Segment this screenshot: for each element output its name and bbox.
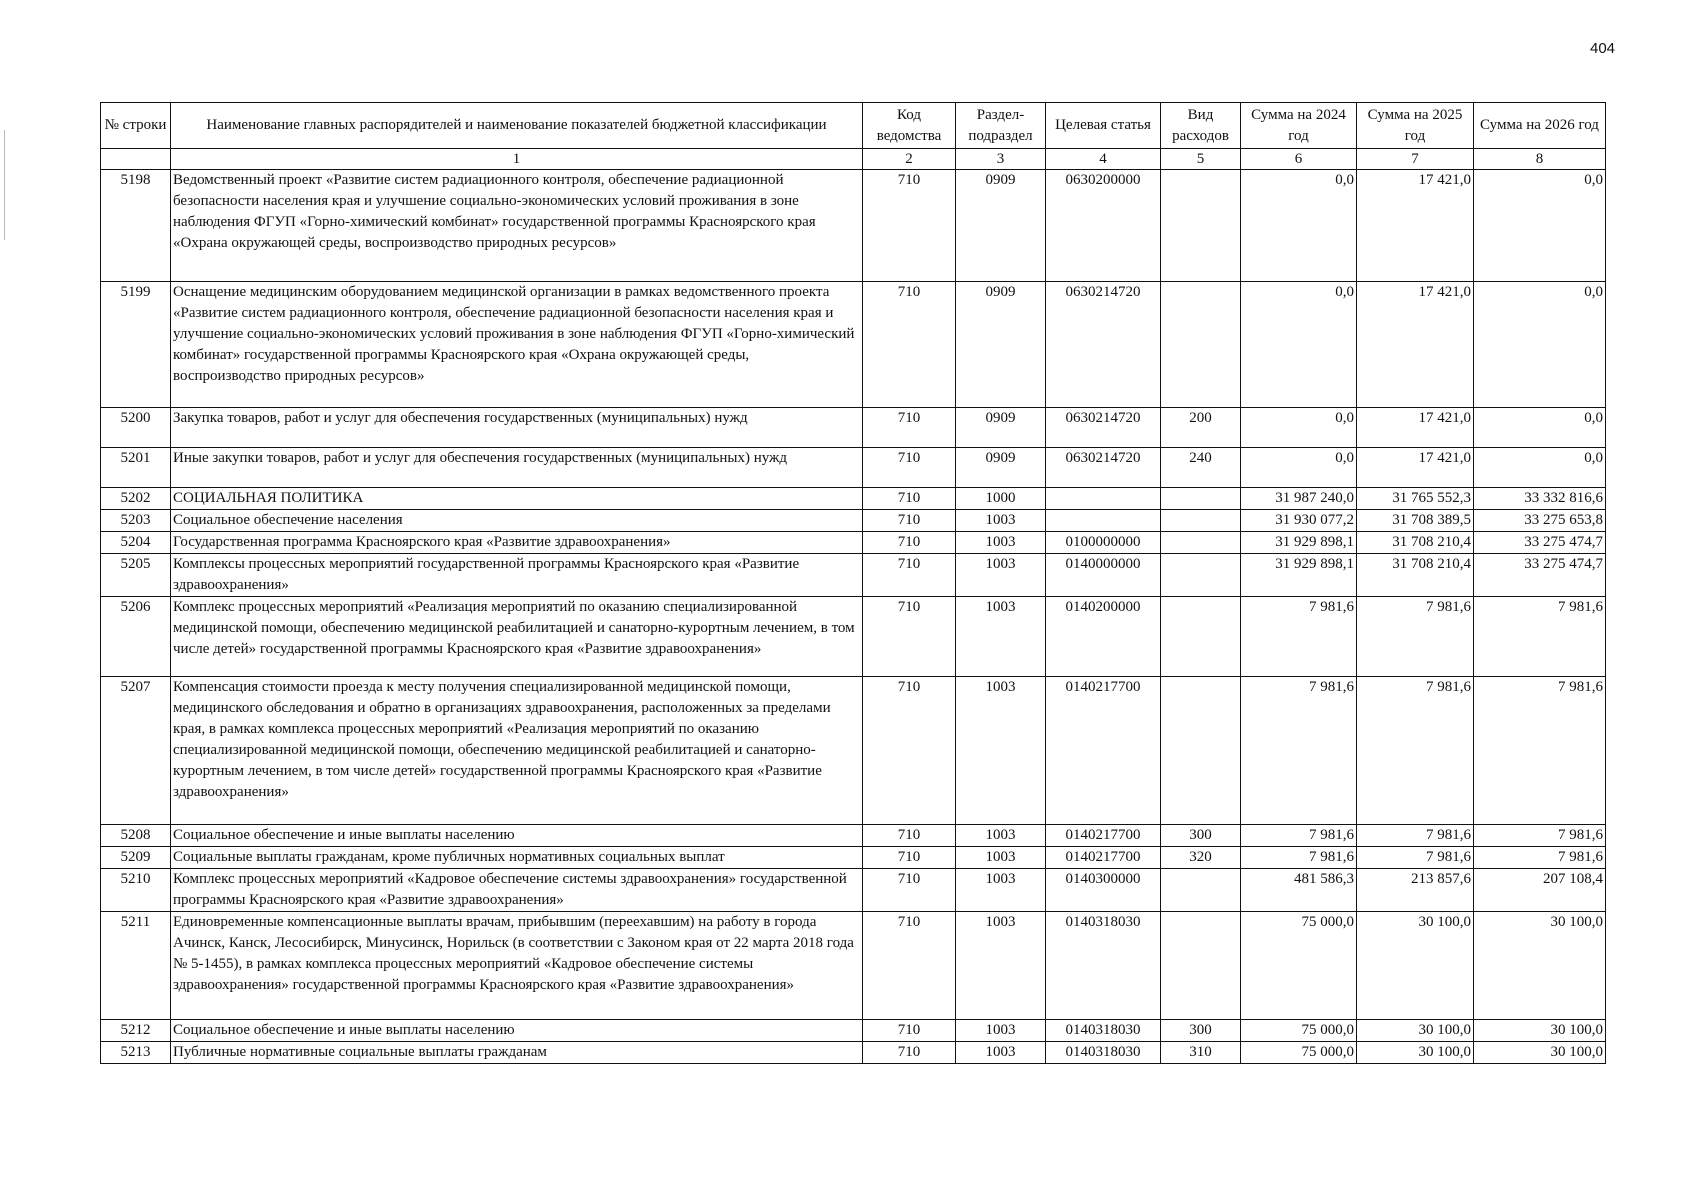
expense-type-code bbox=[1161, 554, 1241, 597]
target-code: 0140000000 bbox=[1046, 554, 1161, 597]
expense-type-code bbox=[1161, 170, 1241, 282]
row-number: 5212 bbox=[101, 1020, 171, 1042]
expense-type-code bbox=[1161, 532, 1241, 554]
table-body bbox=[101, 170, 1606, 1064]
dept-code: 710 bbox=[863, 408, 956, 448]
sum-2026: 7 981,6 bbox=[1474, 825, 1606, 847]
dept-code: 710 bbox=[863, 448, 956, 488]
row-name: Социальное обеспечение и иные выплаты населению bbox=[171, 825, 863, 847]
dept-code: 710 bbox=[863, 597, 956, 677]
column-number bbox=[101, 149, 171, 170]
sum-2025: 17 421,0 bbox=[1357, 170, 1474, 282]
dept-code: 710 bbox=[863, 825, 956, 847]
section-code: 1003 bbox=[956, 869, 1046, 912]
expense-type-code bbox=[1161, 282, 1241, 408]
target-code: 0630214720 bbox=[1046, 448, 1161, 488]
sum-2026: 33 275 474,7 bbox=[1474, 532, 1606, 554]
sum-2024: 75 000,0 bbox=[1241, 912, 1357, 1020]
section-code: 1003 bbox=[956, 597, 1046, 677]
row-name: Социальные выплаты гражданам, кроме публичных нормативных социальных выплат bbox=[171, 847, 863, 869]
header-target: Целевая статья bbox=[1046, 103, 1161, 149]
row-number: 5203 bbox=[101, 510, 171, 532]
section-code: 1003 bbox=[956, 554, 1046, 597]
table-row bbox=[101, 825, 1606, 847]
sum-2026: 30 100,0 bbox=[1474, 912, 1606, 1020]
table-row bbox=[101, 282, 1606, 408]
row-number: 5198 bbox=[101, 170, 171, 282]
header-row bbox=[101, 103, 1606, 149]
sum-2025: 30 100,0 bbox=[1357, 1020, 1474, 1042]
expense-type-code bbox=[1161, 597, 1241, 677]
row-number: 5205 bbox=[101, 554, 171, 597]
sum-2024: 31 929 898,1 bbox=[1241, 532, 1357, 554]
sum-2025: 7 981,6 bbox=[1357, 597, 1474, 677]
table-row bbox=[101, 869, 1606, 912]
row-number: 5208 bbox=[101, 825, 171, 847]
expense-type-code bbox=[1161, 510, 1241, 532]
column-number: 7 bbox=[1357, 149, 1474, 170]
sum-2025: 31 708 210,4 bbox=[1357, 532, 1474, 554]
dept-code: 710 bbox=[863, 554, 956, 597]
row-number: 5207 bbox=[101, 677, 171, 825]
expense-type-code bbox=[1161, 869, 1241, 912]
target-code: 0140200000 bbox=[1046, 597, 1161, 677]
section-code: 1000 bbox=[956, 488, 1046, 510]
sum-2024: 481 586,3 bbox=[1241, 869, 1357, 912]
expense-type-code: 310 bbox=[1161, 1042, 1241, 1064]
budget-table bbox=[100, 102, 1606, 1064]
dept-code: 710 bbox=[863, 510, 956, 532]
sum-2026: 33 275 653,8 bbox=[1474, 510, 1606, 532]
dept-code: 710 bbox=[863, 677, 956, 825]
sum-2024: 31 929 898,1 bbox=[1241, 554, 1357, 597]
section-code: 1003 bbox=[956, 532, 1046, 554]
row-name: Социальное обеспечение и иные выплаты населению bbox=[171, 1020, 863, 1042]
row-number: 5210 bbox=[101, 869, 171, 912]
row-number: 5199 bbox=[101, 282, 171, 408]
row-number: 5213 bbox=[101, 1042, 171, 1064]
expense-type-code: 300 bbox=[1161, 1020, 1241, 1042]
row-name: Иные закупки товаров, работ и услуг для обеспечения государственных (муниципальных) нужд bbox=[171, 448, 863, 488]
expense-type-code: 240 bbox=[1161, 448, 1241, 488]
row-name: Комплекс процессных мероприятий «Кадровое обеспечение системы здравоохранения» государственной программы Красноярского края «Развитие здравоохранения» bbox=[171, 869, 863, 912]
sum-2025: 213 857,6 bbox=[1357, 869, 1474, 912]
table-row bbox=[101, 912, 1606, 1020]
row-name: Социальное обеспечение населения bbox=[171, 510, 863, 532]
column-number: 4 bbox=[1046, 149, 1161, 170]
sum-2025: 7 981,6 bbox=[1357, 677, 1474, 825]
sum-2026: 7 981,6 bbox=[1474, 847, 1606, 869]
table-row bbox=[101, 488, 1606, 510]
table-row bbox=[101, 510, 1606, 532]
sum-2024: 0,0 bbox=[1241, 282, 1357, 408]
row-name: Компенсация стоимости проезда к месту получения специализированной медицинской помощи, медицинского обследования и обратно в организациях здравоохранения, расположенных за пределами края, в рамках комплекса процессных мероприятий «Реализация мероприятий по оказанию специализированной медицинской помощи, обеспечению медицинской реабилитацией и санаторно-курортным лечением, в том числе детей» государственной программы Красноярского края «Развитие здравоохранения» bbox=[171, 677, 863, 825]
header-row-no: № строки bbox=[101, 103, 171, 149]
sum-2026: 207 108,4 bbox=[1474, 869, 1606, 912]
sum-2025: 31 765 552,3 bbox=[1357, 488, 1474, 510]
row-name: Комплексы процессных мероприятий государственной программы Красноярского края «Развитие здравоохранения» bbox=[171, 554, 863, 597]
target-code: 0140318030 bbox=[1046, 1020, 1161, 1042]
expense-type-code bbox=[1161, 488, 1241, 510]
section-code: 1003 bbox=[956, 677, 1046, 825]
dept-code: 710 bbox=[863, 847, 956, 869]
column-number-row bbox=[101, 149, 1606, 170]
target-code: 0140318030 bbox=[1046, 912, 1161, 1020]
section-code: 0909 bbox=[956, 408, 1046, 448]
section-code: 0909 bbox=[956, 282, 1046, 408]
expense-type-code: 300 bbox=[1161, 825, 1241, 847]
sum-2024: 0,0 bbox=[1241, 408, 1357, 448]
table-row bbox=[101, 1042, 1606, 1064]
column-number: 3 bbox=[956, 149, 1046, 170]
row-name: Публичные нормативные социальные выплаты гражданам bbox=[171, 1042, 863, 1064]
sum-2024: 7 981,6 bbox=[1241, 597, 1357, 677]
sum-2024: 31 987 240,0 bbox=[1241, 488, 1357, 510]
target-code bbox=[1046, 510, 1161, 532]
target-code: 0100000000 bbox=[1046, 532, 1161, 554]
table-row bbox=[101, 677, 1606, 825]
section-code: 1003 bbox=[956, 912, 1046, 1020]
target-code: 0140300000 bbox=[1046, 869, 1161, 912]
dept-code: 710 bbox=[863, 170, 956, 282]
sum-2026: 33 332 816,6 bbox=[1474, 488, 1606, 510]
target-code bbox=[1046, 488, 1161, 510]
table-row bbox=[101, 597, 1606, 677]
row-number: 5202 bbox=[101, 488, 171, 510]
sum-2025: 17 421,0 bbox=[1357, 282, 1474, 408]
column-number: 5 bbox=[1161, 149, 1241, 170]
dept-code: 710 bbox=[863, 1042, 956, 1064]
sum-2024: 0,0 bbox=[1241, 170, 1357, 282]
sum-2024: 75 000,0 bbox=[1241, 1020, 1357, 1042]
target-code: 0140217700 bbox=[1046, 847, 1161, 869]
header-sum-2024: Сумма на 2024 год bbox=[1241, 103, 1357, 149]
sum-2026: 30 100,0 bbox=[1474, 1020, 1606, 1042]
section-code: 1003 bbox=[956, 825, 1046, 847]
expense-type-code: 200 bbox=[1161, 408, 1241, 448]
column-number: 6 bbox=[1241, 149, 1357, 170]
sum-2024: 0,0 bbox=[1241, 448, 1357, 488]
table-row bbox=[101, 532, 1606, 554]
section-code: 0909 bbox=[956, 448, 1046, 488]
dept-code: 710 bbox=[863, 1020, 956, 1042]
sum-2026: 0,0 bbox=[1474, 408, 1606, 448]
row-name: Комплекс процессных мероприятий «Реализация мероприятий по оказанию специализированной медицинской помощи, обеспечению медицинской реабилитацией и санаторно-курортным лечением, в том числе детей» государственной программы Красноярского края «Развитие здравоохранения» bbox=[171, 597, 863, 677]
target-code: 0140217700 bbox=[1046, 677, 1161, 825]
column-number: 1 bbox=[171, 149, 863, 170]
sum-2025: 17 421,0 bbox=[1357, 448, 1474, 488]
row-name: Закупка товаров, работ и услуг для обеспечения государственных (муниципальных) нужд bbox=[171, 408, 863, 448]
sum-2025: 17 421,0 bbox=[1357, 408, 1474, 448]
row-name: Ведомственный проект «Развитие систем радиационного контроля, обеспечение радиационной безопасности населения края и улучшение социально-экономических условий проживания в зоне наблюдения ФГУП «Горно-химический комбинат» государственной программы Красноярского края «Охрана окружающей среды, воспроизводство природных ресурсов» bbox=[171, 170, 863, 282]
table-row bbox=[101, 847, 1606, 869]
section-code: 1003 bbox=[956, 847, 1046, 869]
expense-type-code: 320 bbox=[1161, 847, 1241, 869]
target-code: 0630200000 bbox=[1046, 170, 1161, 282]
section-code: 0909 bbox=[956, 170, 1046, 282]
row-name: Оснащение медицинским оборудованием медицинской организации в рамках ведомственного проекта «Развитие систем радиационного контроля, обеспечение радиационной безопасности населения края и улучшение социально-экономических условий проживания в зоне наблюдения ФГУП «Горно-химический комбинат» государственной программы Красноярского края «Охрана окружающей среды, воспроизводство природных ресурсов» bbox=[171, 282, 863, 408]
row-number: 5204 bbox=[101, 532, 171, 554]
sum-2026: 0,0 bbox=[1474, 282, 1606, 408]
dept-code: 710 bbox=[863, 869, 956, 912]
page-number: 404 bbox=[1590, 40, 1616, 57]
target-code: 0630214720 bbox=[1046, 282, 1161, 408]
section-code: 1003 bbox=[956, 1020, 1046, 1042]
sum-2025: 7 981,6 bbox=[1357, 847, 1474, 869]
sum-2024: 7 981,6 bbox=[1241, 677, 1357, 825]
sum-2025: 30 100,0 bbox=[1357, 1042, 1474, 1064]
sum-2024: 7 981,6 bbox=[1241, 847, 1357, 869]
dept-code: 710 bbox=[863, 912, 956, 1020]
table-row bbox=[101, 1020, 1606, 1042]
section-code: 1003 bbox=[956, 510, 1046, 532]
row-number: 5200 bbox=[101, 408, 171, 448]
sum-2026: 7 981,6 bbox=[1474, 597, 1606, 677]
row-number: 5206 bbox=[101, 597, 171, 677]
header-section: Раздел-подраздел bbox=[956, 103, 1046, 149]
sum-2026: 7 981,6 bbox=[1474, 677, 1606, 825]
dept-code: 710 bbox=[863, 488, 956, 510]
row-name: СОЦИАЛЬНАЯ ПОЛИТИКА bbox=[171, 488, 863, 510]
sum-2026: 0,0 bbox=[1474, 448, 1606, 488]
expense-type-code bbox=[1161, 677, 1241, 825]
table-row bbox=[101, 448, 1606, 488]
scan-margin-line bbox=[4, 130, 5, 240]
sum-2024: 75 000,0 bbox=[1241, 1042, 1357, 1064]
section-code: 1003 bbox=[956, 1042, 1046, 1064]
dept-code: 710 bbox=[863, 532, 956, 554]
sum-2025: 7 981,6 bbox=[1357, 825, 1474, 847]
sum-2026: 33 275 474,7 bbox=[1474, 554, 1606, 597]
header-sum-2025: Сумма на 2025 год bbox=[1357, 103, 1474, 149]
dept-code: 710 bbox=[863, 282, 956, 408]
header-expense-type: Вид расходов bbox=[1161, 103, 1241, 149]
sum-2026: 30 100,0 bbox=[1474, 1042, 1606, 1064]
header-dept-code: Код ведомства bbox=[863, 103, 956, 149]
table-row bbox=[101, 408, 1606, 448]
header-name: Наименование главных распорядителей и наименование показателей бюджетной классификации bbox=[171, 103, 863, 149]
target-code: 0140318030 bbox=[1046, 1042, 1161, 1064]
column-number: 8 bbox=[1474, 149, 1606, 170]
sum-2025: 31 708 389,5 bbox=[1357, 510, 1474, 532]
row-number: 5211 bbox=[101, 912, 171, 1020]
row-name: Государственная программа Красноярского края «Развитие здравоохранения» bbox=[171, 532, 863, 554]
expense-type-code bbox=[1161, 912, 1241, 1020]
table-row bbox=[101, 554, 1606, 597]
sum-2025: 30 100,0 bbox=[1357, 912, 1474, 1020]
target-code: 0630214720 bbox=[1046, 408, 1161, 448]
row-number: 5201 bbox=[101, 448, 171, 488]
sum-2024: 7 981,6 bbox=[1241, 825, 1357, 847]
sum-2026: 0,0 bbox=[1474, 170, 1606, 282]
table-row bbox=[101, 170, 1606, 282]
sum-2025: 31 708 210,4 bbox=[1357, 554, 1474, 597]
sum-2024: 31 930 077,2 bbox=[1241, 510, 1357, 532]
target-code: 0140217700 bbox=[1046, 825, 1161, 847]
row-number: 5209 bbox=[101, 847, 171, 869]
row-name: Единовременные компенсационные выплаты врачам, прибывшим (переехавшим) на работу в города Ачинск, Канск, Лесосибирск, Минусинск, Норильск (в соответствии с Законом края от 22 марта 2018 года № 5-1455), в рамках комплекса процессных мероприятий «Кадровое обеспечение системы здравоохранения» государственной программы Красноярского края «Развитие здравоохранения» bbox=[171, 912, 863, 1020]
column-number: 2 bbox=[863, 149, 956, 170]
header-sum-2026: Сумма на 2026 год bbox=[1474, 103, 1606, 149]
